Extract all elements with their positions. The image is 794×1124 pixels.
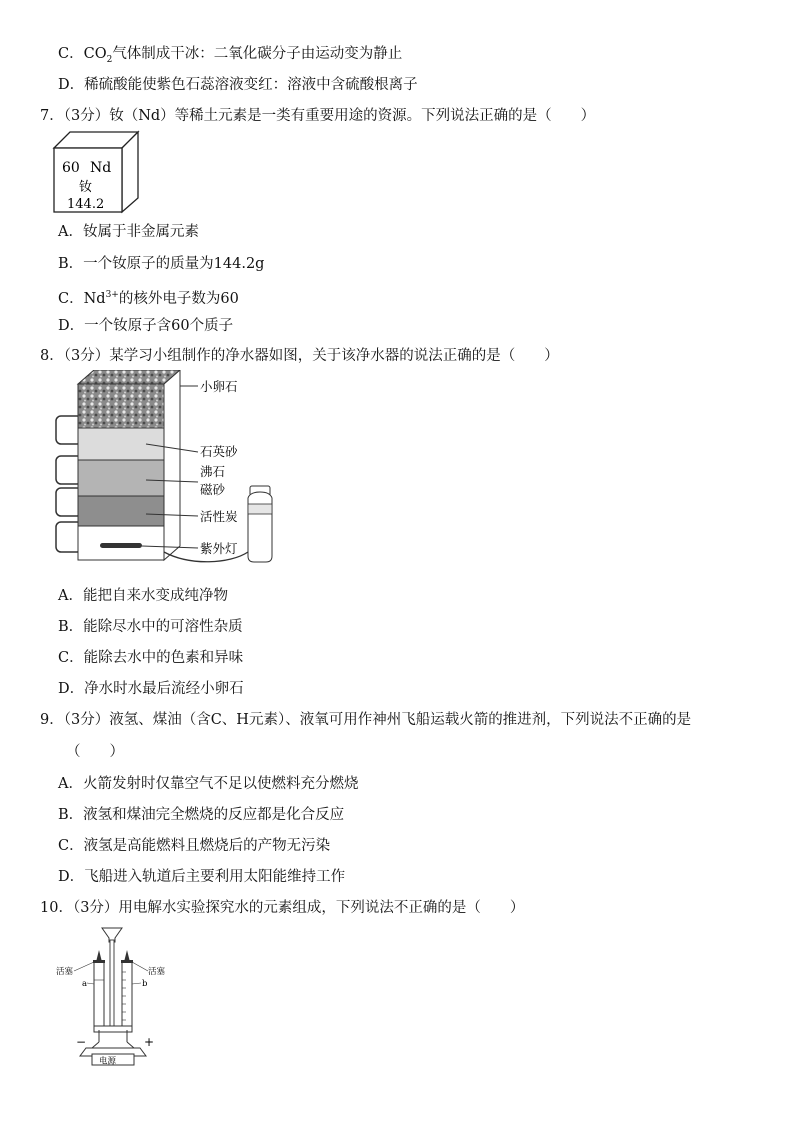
water-purifier-diagram bbox=[50, 370, 290, 570]
label-pebble: 小卵石 bbox=[200, 379, 238, 394]
label-magnetite: 磁砂 bbox=[200, 482, 226, 497]
option-d-prev: D．稀硫酸能使紫色石蕊溶液变红：溶液中含硫酸根离子 bbox=[58, 77, 418, 93]
label-valve-right: 活塞 bbox=[148, 967, 166, 977]
label-zeolite: 沸石 bbox=[200, 464, 226, 479]
question-7-option-b: B．一个钕原子的质量为144.2g bbox=[58, 256, 265, 272]
water-bottle bbox=[248, 486, 272, 562]
question-9-option-d: D．飞船进入轨道后主要利用太阳能维持工作 bbox=[58, 869, 346, 885]
element-number: 60 bbox=[62, 160, 80, 176]
label-plus: + bbox=[144, 1035, 155, 1049]
question-9-option-b: B．液氢和煤油完全燃烧的反应都是化合反应 bbox=[58, 807, 345, 823]
element-mass: 144.2 bbox=[67, 197, 105, 212]
question-8-stem: 8．（3分）某学习小组制作的净水器如图，关于该净水器的说法正确的是（ ） bbox=[40, 348, 559, 364]
label-uv: 紫外灯 bbox=[200, 541, 238, 556]
label-a: a bbox=[82, 979, 88, 989]
pebble-layer-top bbox=[78, 370, 180, 384]
question-8-option-c: C．能除去水中的色素和异味 bbox=[58, 650, 244, 666]
question-8-option-d: D．净水时水最后流经小卵石 bbox=[58, 681, 244, 697]
question-7-option-d: D．一个钕原子含60个质子 bbox=[58, 318, 234, 334]
label-power: 电源 bbox=[99, 1056, 117, 1066]
uv-lamp bbox=[100, 543, 142, 548]
question-8-option-a: A．能把自来水变成纯净物 bbox=[58, 588, 228, 604]
label-b: b bbox=[142, 979, 148, 989]
element-name: 钕 bbox=[79, 180, 93, 195]
label-carbon: 活性炭 bbox=[200, 509, 238, 524]
question-9-option-a: A．火箭发射时仅靠空气不足以使燃料充分燃烧 bbox=[58, 776, 359, 792]
question-7-option-a: A．钕属于非金属元素 bbox=[58, 224, 199, 240]
question-9-option-c: C．液氢是高能燃料且燃烧后的产物无污染 bbox=[58, 838, 331, 854]
question-7-stem: 7．（3分）钕（Nd）等稀土元素是一类有重要用途的资源。下列说法正确的是（ ） bbox=[40, 108, 596, 124]
question-9-stem: 9．（3分）液氢、煤油（含C、H元素）、液氧可用作神州飞船运载火箭的推进剂，下列说法不正确的是 bbox=[40, 712, 692, 728]
pebble-layer bbox=[78, 384, 164, 428]
question-9-stem-cont: （ ） bbox=[66, 744, 124, 760]
zeolite-layer bbox=[78, 460, 164, 496]
element-symbol: Nd bbox=[90, 160, 112, 176]
option-c-prev: C．$CO_2$气体制成干冰：二氧化碳分子由运动变为静止 bbox=[58, 46, 403, 65]
electrolysis-diagram bbox=[52, 922, 172, 1066]
quartz-sand-layer bbox=[78, 428, 164, 460]
question-10-stem: 10．（3分）用电解水实验探究水的元素组成，下列说法不正确的是（ ） bbox=[40, 900, 525, 916]
question-7-option-c: C．$Nd^{3+}$的核外电子数为60 bbox=[58, 290, 239, 307]
label-minus: − bbox=[76, 1035, 87, 1049]
question-8-option-b: B．能除尽水中的可溶性杂质 bbox=[58, 619, 243, 635]
label-quartz: 石英砂 bbox=[200, 444, 238, 459]
label-valve-left: 活塞 bbox=[56, 967, 74, 977]
element-cell-nd bbox=[50, 128, 144, 214]
activated-carbon-layer bbox=[78, 496, 164, 526]
